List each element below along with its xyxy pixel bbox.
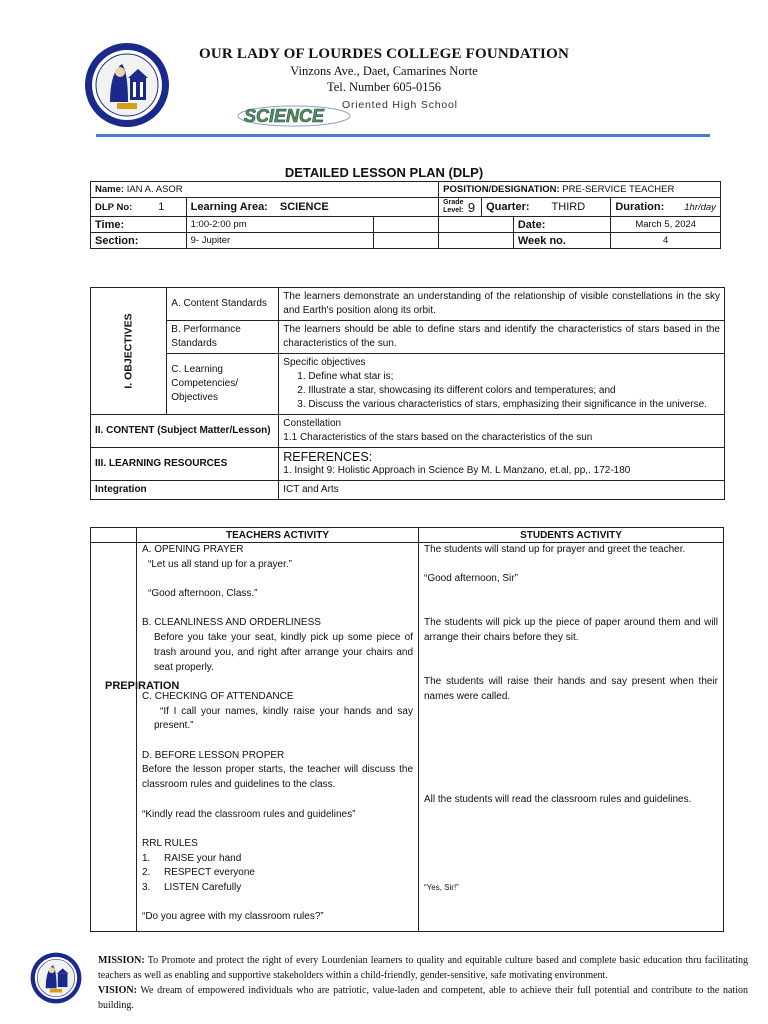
objectives-table xyxy=(90,287,725,500)
rule-item: 3. LISTEN Carefully xyxy=(142,882,242,894)
lesson-info-table xyxy=(90,181,721,249)
opening-prayer-heading: A. OPENING PRAYER xyxy=(142,544,244,555)
content-topic: Constellation xyxy=(283,418,342,429)
empty-cell xyxy=(373,217,439,233)
teacher-activity-header: TEACHERS ACTIVITY xyxy=(137,528,419,543)
performance-standards-label: B. Performance Standards xyxy=(167,321,279,354)
student-activity-cell xyxy=(419,543,724,932)
grade-cell: Grade Level: 9 xyxy=(439,198,482,217)
before-lesson-heading: D. BEFORE LESSON PROPER xyxy=(142,749,285,761)
name-cell: Name: IAN A. ASOR xyxy=(91,182,439,198)
empty-cell xyxy=(439,217,514,233)
teacher-line: “Let us all stand up for a prayer.” xyxy=(148,558,292,570)
rule-item: 1. RAISE your hand xyxy=(142,852,242,864)
cleanliness-heading: B. CLEANLINESS AND ORDERLINESS xyxy=(142,617,321,629)
learning-competencies-label: C. Learning Competencies/ Objectives xyxy=(167,354,279,415)
content-label: II. CONTENT (Subject Matter/Lesson) xyxy=(91,415,279,448)
date-value: March 5, 2024 xyxy=(611,217,721,233)
student-activity-header: STUDENTS ACTIVITY xyxy=(419,528,724,543)
school-telephone: Tel. Number 605-0156 xyxy=(326,80,442,94)
objective-item: 2. Illustrate a star, showcasing its different colors and temperatures; and xyxy=(297,385,616,396)
science-logo xyxy=(236,100,354,128)
position-cell: POSITION/DESIGNATION: PRE-SERVICE TEACHER xyxy=(439,182,721,198)
student-line: “Yes, Sir!” xyxy=(424,882,459,892)
school-tagline: Oriented High School xyxy=(342,99,458,111)
science-logo-text: SCIENCE xyxy=(244,106,325,126)
quarter: THIRD xyxy=(551,201,586,213)
teacher-line: “Kindly read the classroom rules and guidelines” xyxy=(142,808,356,820)
date-label: Date: xyxy=(513,217,611,233)
content-cell xyxy=(279,415,725,448)
student-line: The students will raise their hands and say present when their names were called. xyxy=(424,676,718,702)
student-line: All the students will read the classroom rules and guidelines. xyxy=(424,793,692,805)
teacher-line: “If I call your names, kindly raise your hands and say present.” xyxy=(154,705,413,732)
mission: MISSION: To Promote and protect the right of every Lourdenian learners to quality and equitable culture based and complete basic education thru facilitating teachers as well as enabling and supportive stakeholders within a child-friendly, gender-sensitive, safe motivating environment. xyxy=(98,955,748,981)
duration-cell: Duration: 1hr/day xyxy=(611,198,721,217)
time-value: 1:00-2:00 pm xyxy=(186,217,373,233)
activity-table xyxy=(90,527,724,932)
reference-item: 1. Insight 9: Holistic Approach in Science By M. L Manzano, et.al, pp,. 172-180 xyxy=(283,465,631,476)
time-label: Time: xyxy=(91,217,187,233)
vision: VISION: We dream of empowered individuals who are patriotic, value-laden and competent, able to achieve their full potential and contribute to the nation building. xyxy=(98,985,748,1011)
student-line: The students will stand up for prayer and greet the teacher. xyxy=(424,544,686,555)
teacher-name: IAN A. ASOR xyxy=(126,184,183,195)
school-address: Vinzons Ave., Daet, Camarines Norte xyxy=(290,64,478,78)
header-divider xyxy=(96,134,710,137)
school-name: OUR LADY OF LOURDES COLLEGE FOUNDATION xyxy=(199,46,569,62)
section-label: Section: xyxy=(91,233,187,249)
content-standards-text: The learners demonstrate an understanding of the relationship of visible constellations in the sky and Earth's position along its orbit. xyxy=(279,288,725,321)
teacher-line: “Do you agree with my classroom rules?” xyxy=(142,911,324,923)
teacher-line: “Good afternoon, Class.” xyxy=(148,588,258,600)
week-value: 4 xyxy=(611,233,721,249)
teacher-line: Before you take your seat, kindly pick up some piece of trash around you, and right after arrange your chairs and seat properly. xyxy=(154,632,413,673)
student-line: “Good afternoon, Sir” xyxy=(424,573,518,585)
document-title: DETAILED LESSON PLAN (DLP) xyxy=(284,165,484,180)
section-value: 9- Jupiter xyxy=(186,233,373,249)
phase-label: PREPIRATION xyxy=(105,680,180,692)
integration-value: ICT and Arts xyxy=(279,481,725,500)
empty-header xyxy=(91,528,137,543)
content-subtopic: 1.1 Characteristics of the stars based on the characteristics of the sun xyxy=(283,432,593,443)
empty-cell xyxy=(439,233,514,249)
objectives-heading-cell xyxy=(91,288,167,415)
dlp-number: 1 xyxy=(158,201,165,213)
objectives-heading: I. OBJECTIVES xyxy=(122,312,135,389)
references-heading: REFERENCES: xyxy=(283,450,373,464)
integration-label: Integration xyxy=(91,481,279,500)
teacher-line: Before the lesson proper starts, the teacher will discuss the classroom rules and guidelines to the class. xyxy=(142,764,413,791)
duration: 1hr/day xyxy=(684,202,716,213)
rules-heading: RRL RULES xyxy=(142,837,198,849)
dlp-cell: DLP No: 1 xyxy=(91,198,187,217)
learning-area: SCIENCE xyxy=(279,201,329,213)
objective-item: 1. Define what star is; xyxy=(297,371,394,382)
objectives-list xyxy=(283,370,720,412)
specific-objectives-intro: Specific objectives xyxy=(283,357,366,368)
content-standards-label: A. Content Standards xyxy=(167,288,279,321)
footer-seal-logo xyxy=(30,952,82,1004)
learning-area-cell: Learning Area: SCIENCE xyxy=(186,198,439,217)
teacher-position: PRE-SERVICE TEACHER xyxy=(562,184,675,195)
teacher-activity-cell xyxy=(137,543,419,932)
attendance-heading: C. CHECKING OF ATTENDANCE xyxy=(142,690,294,702)
objective-item: 3. Discuss the various characteristics of stars, emphasizing their significance in the universe. xyxy=(297,399,707,410)
learning-competencies-cell xyxy=(279,354,725,415)
grade-level: 9 xyxy=(467,199,476,215)
quarter-cell: Quarter: THIRD xyxy=(482,198,611,217)
performance-standards-text: The learners should be able to define stars and identify the characteristics of stars based in the characteristics of the sun. xyxy=(279,321,725,354)
student-line: The students will pick up the piece of paper around them and will arrange their chairs before they sit. xyxy=(424,617,718,644)
mission-vision xyxy=(98,953,748,1013)
week-label: Week no. xyxy=(513,233,611,249)
resources-cell xyxy=(279,448,725,481)
empty-cell xyxy=(373,233,439,249)
rule-item: 2. RESPECT everyone xyxy=(142,867,255,879)
resources-label: III. LEARNING RESOURCES xyxy=(91,448,279,481)
